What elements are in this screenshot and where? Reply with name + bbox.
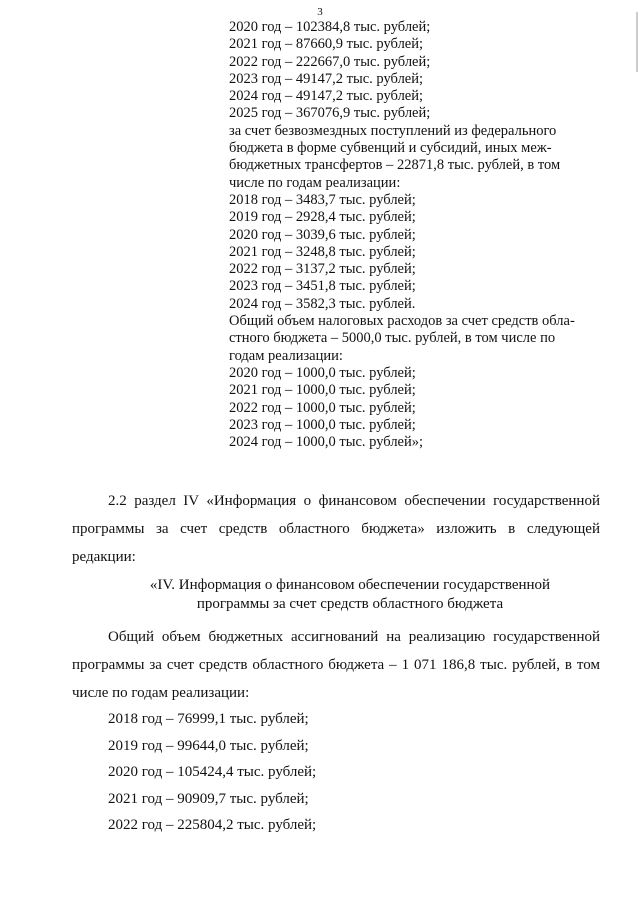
year-line: 2022 год – 225804,2 тыс. рублей;: [108, 817, 317, 833]
year-line: 2023 год – 3451,8 тыс. рублей;: [229, 278, 416, 295]
section-heading-line: программы за счет средств областного бюджета: [196, 596, 504, 612]
year-line: 2024 год – 3582,3 тыс. рублей.: [229, 295, 416, 312]
year-line: 2021 год – 87660,9 тыс. рублей;: [229, 36, 424, 53]
amendment-paragraph-text: 2.2 раздел IV «Информация о финансовом обеспечении государственной программы за счет средств областного бюджета» изложить в следующей редакции:: [72, 493, 600, 565]
section-heading-line: «IV. Информация о финансовом обеспечении государственной: [149, 577, 551, 593]
year-line: 2022 год – 1000,0 тыс. рублей;: [229, 399, 416, 416]
total-budget-text: Общий объем бюджетных ассигнований на реализацию государственной программы за счет средств областного бюджета – 1 071 186,8 тыс. рублей, в том числе по годам реализации:: [72, 629, 600, 701]
year-line: 2023 год – 1000,0 тыс. рублей;: [229, 416, 416, 433]
year-line: 2021 год – 1000,0 тыс. рублей;: [229, 382, 416, 399]
year-line: 2024 год – 1000,0 тыс. рублей»;: [229, 434, 424, 451]
year-line: 2021 год – 3248,8 тыс. рублей;: [229, 243, 416, 260]
section-heading: [110, 576, 590, 614]
year-line: 2020 год – 102384,8 тыс. рублей;: [229, 19, 431, 35]
federal-text-line: числе по годам реализации:: [229, 174, 401, 191]
federal-text-line: бюджета в форме субвенций и субсидий, иных меж-: [229, 140, 552, 157]
tax-text-line: годам реализации:: [229, 347, 343, 364]
scan-edge-mark: [636, 12, 638, 72]
year-line: 2020 год – 3039,6 тыс. рублей;: [229, 226, 416, 243]
amendment-paragraph: [72, 487, 600, 571]
year-line: 2019 год – 2928,4 тыс. рублей;: [229, 209, 416, 226]
year-line: 2022 год – 3137,2 тыс. рублей;: [229, 261, 416, 278]
funding-by-year-column: [229, 19, 609, 451]
federal-text-line: за счет безвозмездных поступлений из федерального: [229, 122, 557, 139]
year-line: 2020 год – 1000,0 тыс. рублей;: [229, 364, 416, 381]
year-line: 2025 год – 367076,9 тыс. рублей;: [229, 105, 431, 122]
year-line: 2024 год – 49147,2 тыс. рублей;: [229, 88, 424, 105]
year-line: 2021 год – 90909,7 тыс. рублей;: [108, 790, 309, 807]
page-number: 3: [317, 6, 323, 18]
year-line: 2018 год – 3483,7 тыс. рублей;: [229, 191, 416, 208]
tax-text-line: Общий объем налоговых расходов за счет средств обла-: [229, 313, 575, 330]
year-line: 2019 год – 99644,0 тыс. рублей;: [108, 737, 309, 754]
tax-text-line: стного бюджета – 5000,0 тыс. рублей, в том числе по: [229, 330, 556, 347]
year-line: 2018 год – 76999,1 тыс. рублей;: [108, 711, 309, 727]
total-budget-paragraph: [72, 623, 600, 707]
year-line: 2023 год – 49147,2 тыс. рублей;: [229, 70, 424, 87]
year-line: 2020 год – 105424,4 тыс. рублей;: [108, 764, 317, 780]
year-line: 2022 год – 222667,0 тыс. рублей;: [229, 53, 431, 70]
budget-by-year-list: [108, 706, 316, 839]
federal-text-line: бюджетных трансфертов – 22871,8 тыс. рублей, в том: [229, 157, 561, 174]
